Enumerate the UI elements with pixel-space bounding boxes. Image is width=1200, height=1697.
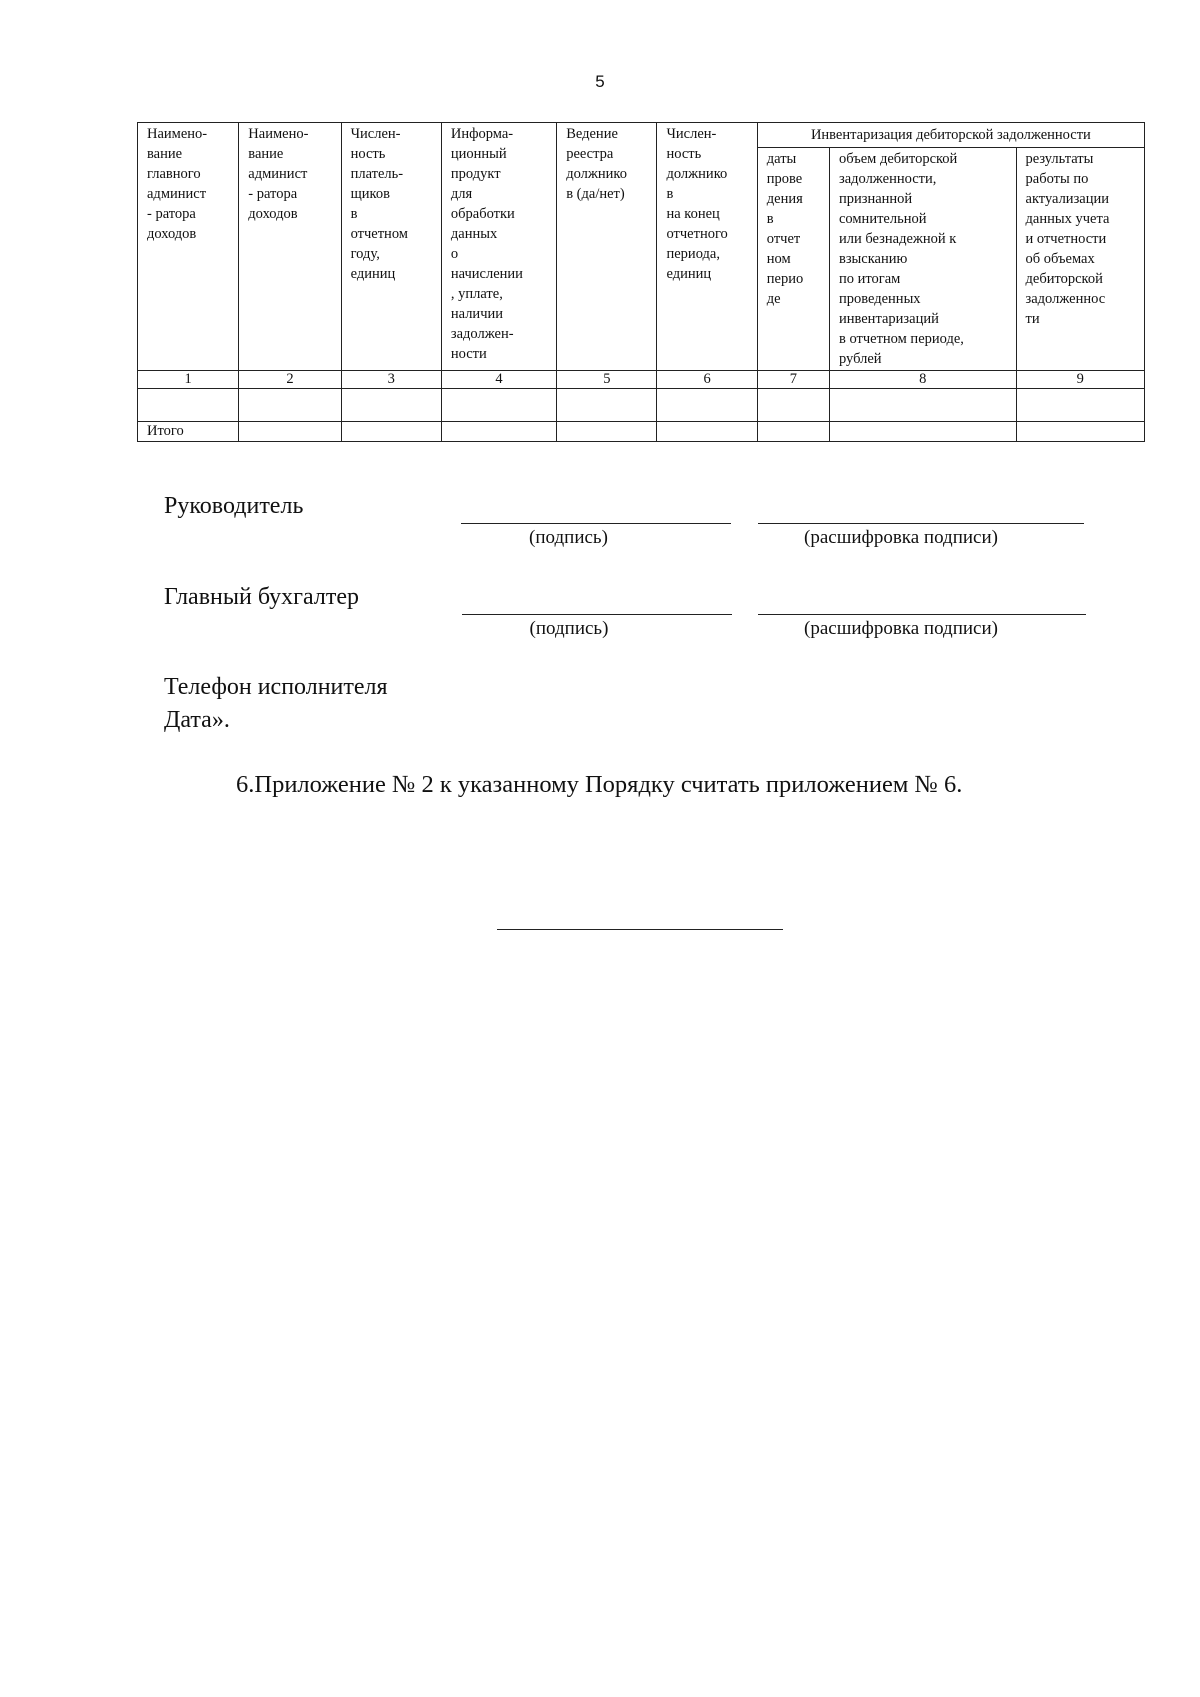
column-number: 9 xyxy=(1016,371,1144,389)
group-header-cell: Инвентаризация дебиторской задолженности xyxy=(757,123,1144,148)
sub-header-cell: даты прове дения в отчет ном перио де xyxy=(757,148,829,371)
empty-cell xyxy=(239,422,341,442)
sub-header-cell: результаты работы по актуализации данных учета и отчетности об объемах дебиторской задолженнос ти xyxy=(1016,148,1144,371)
chief-decoding-line xyxy=(758,614,1086,615)
empty-cell xyxy=(757,389,829,422)
empty-cell xyxy=(757,422,829,442)
empty-cell xyxy=(557,422,657,442)
column-number: 3 xyxy=(341,371,441,389)
header-cell: Числен- ность платель- щиков в отчетном году, единиц xyxy=(341,123,441,371)
empty-cell xyxy=(138,389,239,422)
chief-signature-caption: (подпись) xyxy=(529,618,609,639)
head-label: Руководитель xyxy=(164,493,304,519)
empty-cell xyxy=(441,389,556,422)
total-row xyxy=(138,422,1145,442)
header-cell: Информа- ционный продукт для обработки данных о начислении , уплате, наличии задолжен- ности xyxy=(441,123,556,371)
column-number: 2 xyxy=(239,371,341,389)
empty-cell xyxy=(829,389,1016,422)
debt-inventory-table xyxy=(137,122,1145,442)
empty-data-row xyxy=(138,389,1145,422)
empty-cell xyxy=(441,422,556,442)
empty-cell xyxy=(1016,422,1144,442)
header-cell: Наимено- вание админист - ратора доходов xyxy=(239,123,341,371)
column-number-row xyxy=(138,371,1145,389)
chief-accountant-label: Главный бухгалтер xyxy=(164,584,359,610)
column-number: 4 xyxy=(441,371,556,389)
column-number: 5 xyxy=(557,371,657,389)
header-cell: Наимено- вание главного админист - ратора доходов xyxy=(138,123,239,371)
empty-cell xyxy=(1016,389,1144,422)
column-number: 8 xyxy=(829,371,1016,389)
header-cell: Числен- ность должнико в на конец отчетного периода, единиц xyxy=(657,123,757,371)
contact-block xyxy=(164,671,388,737)
chief-signature-line xyxy=(462,614,732,615)
total-label: Итого xyxy=(138,422,239,442)
head-decoding-caption: (расшифровка подписи) xyxy=(804,527,998,548)
header-row-top xyxy=(138,123,1145,148)
sub-header-cell: объем дебиторской задолженности, признанной сомнительной или безнадежной к взысканию по итогам проведенных инвентаризаций в отчетном периоде, рублей xyxy=(829,148,1016,371)
date-label: Дата». xyxy=(164,707,230,733)
empty-cell xyxy=(657,422,757,442)
head-decoding-line xyxy=(758,523,1084,524)
empty-cell xyxy=(657,389,757,422)
column-number: 6 xyxy=(657,371,757,389)
phone-label: Телефон исполнителя xyxy=(164,674,388,700)
head-signature-line xyxy=(461,523,731,524)
empty-cell xyxy=(341,422,441,442)
empty-cell xyxy=(239,389,341,422)
column-number: 7 xyxy=(757,371,829,389)
empty-cell xyxy=(829,422,1016,442)
chief-decoding-caption: (расшифровка подписи) xyxy=(804,618,998,639)
empty-cell xyxy=(557,389,657,422)
head-signature-caption: (подпись) xyxy=(529,527,608,548)
end-divider xyxy=(497,929,783,930)
header-cell: Ведение реестра должнико в (да/нет) xyxy=(557,123,657,371)
page-number: 5 xyxy=(595,72,605,91)
column-number: 1 xyxy=(138,371,239,389)
clause-text: 6.Приложение № 2 к указанному Порядку считать приложением № 6. xyxy=(236,771,963,798)
empty-cell xyxy=(341,389,441,422)
